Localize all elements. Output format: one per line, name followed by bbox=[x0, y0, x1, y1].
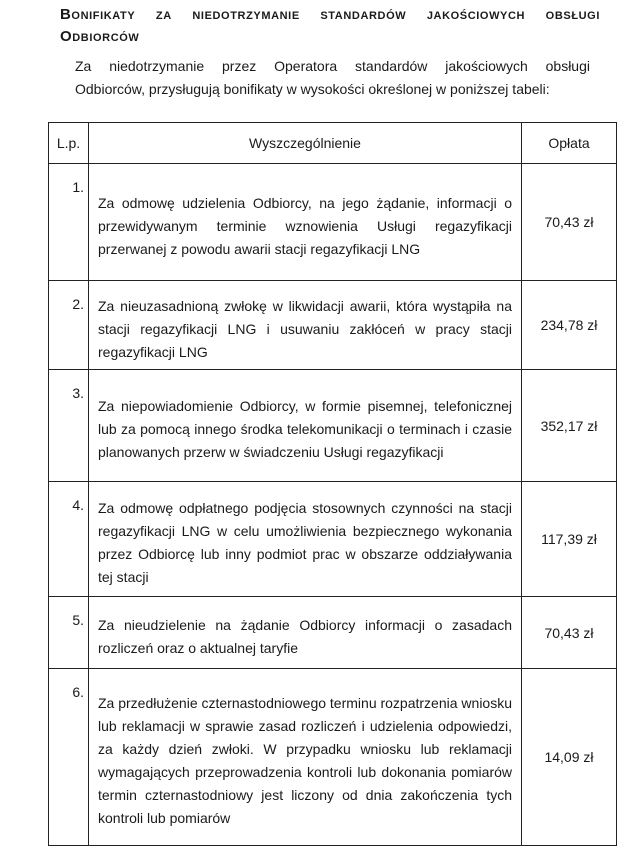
row-lp: 5. bbox=[49, 597, 89, 669]
row-lp: 6. bbox=[49, 669, 89, 846]
table-row bbox=[49, 370, 617, 482]
table-row bbox=[49, 597, 617, 669]
row-fee: 352,17 zł bbox=[522, 370, 617, 482]
header-description: Wyszczególnienie bbox=[89, 123, 522, 164]
header-fee: Opłata bbox=[522, 123, 617, 164]
table-row bbox=[49, 669, 617, 846]
row-description: Za przedłużenie czternastodniowego terminu rozpatrzenia wniosku lub reklamacji w sprawie zasad rozliczeń i udzielenia odpowiedzi, za każdy dzień zwłoki. W przypadku wniosku lub reklamacji wymagających przeprowadzenia kontroli lub dokonania pomiarów termin czternastodniowy jest liczony od dnia zakończenia tych kontroli lub pomiarów bbox=[89, 669, 522, 846]
row-fee: 70,43 zł bbox=[522, 164, 617, 281]
row-lp: 2. bbox=[49, 281, 89, 370]
row-description: Za odmowę odpłatnego podjęcia stosownych czynności na stacji regazyfikacji LNG w celu umożliwienia bezpiecznego wykonania przez Odbiorcę lub inny podmiot prac w obszarze oddziaływania tej stacji bbox=[89, 482, 522, 597]
row-description: Za nieudzielenie na żądanie Odbiorcy informacji o zasadach rozliczeń oraz o aktualnej taryfie bbox=[89, 597, 522, 669]
intro-line-2: Odbiorców, przysługują bonifikaty w wysokości określonej w poniższej tabeli: bbox=[75, 81, 550, 97]
table-header-row bbox=[49, 123, 617, 164]
table-row bbox=[49, 164, 617, 281]
row-description: Za niepowiadomienie Odbiorcy, w formie pisemnej, telefonicznej lub za pomocą innego środka telekomunikacji o terminach i czasie planowanych przerw w świadczeniu Usługi regazyfikacji bbox=[89, 370, 522, 482]
row-lp: 3. bbox=[49, 370, 89, 482]
row-lp: 1. bbox=[49, 164, 89, 281]
row-fee: 117,39 zł bbox=[522, 482, 617, 597]
header-lp: L.p. bbox=[49, 123, 89, 164]
intro-line-1: Za niedotrzymanie przez Operatora standardów jakościowych obsługi bbox=[75, 58, 590, 74]
row-fee: 70,43 zł bbox=[522, 597, 617, 669]
bonus-table bbox=[48, 122, 617, 846]
section-heading: Bonifikaty za niedotrzymanie standardów jakościowych obsługi Odbiorców bbox=[60, 6, 600, 45]
row-description: Za nieuzasadnioną zwłokę w likwidacji awarii, która wystąpiła na stacji regazyfikacji LNG i usuwaniu zakłóceń w pracy stacji regazyfikacji LNG bbox=[89, 281, 522, 370]
intro-paragraph bbox=[75, 55, 590, 101]
row-fee: 234,78 zł bbox=[522, 281, 617, 370]
row-fee: 14,09 zł bbox=[522, 669, 617, 846]
row-lp: 4. bbox=[49, 482, 89, 597]
row-description: Za odmowę udzielenia Odbiorcy, na jego żądanie, informacji o przewidywanym terminie wznowienia Usługi regazyfikacji przerwanej z powodu awarii stacji regazyfikacji LNG bbox=[89, 164, 522, 281]
table-row bbox=[49, 482, 617, 597]
table-row bbox=[49, 281, 617, 370]
